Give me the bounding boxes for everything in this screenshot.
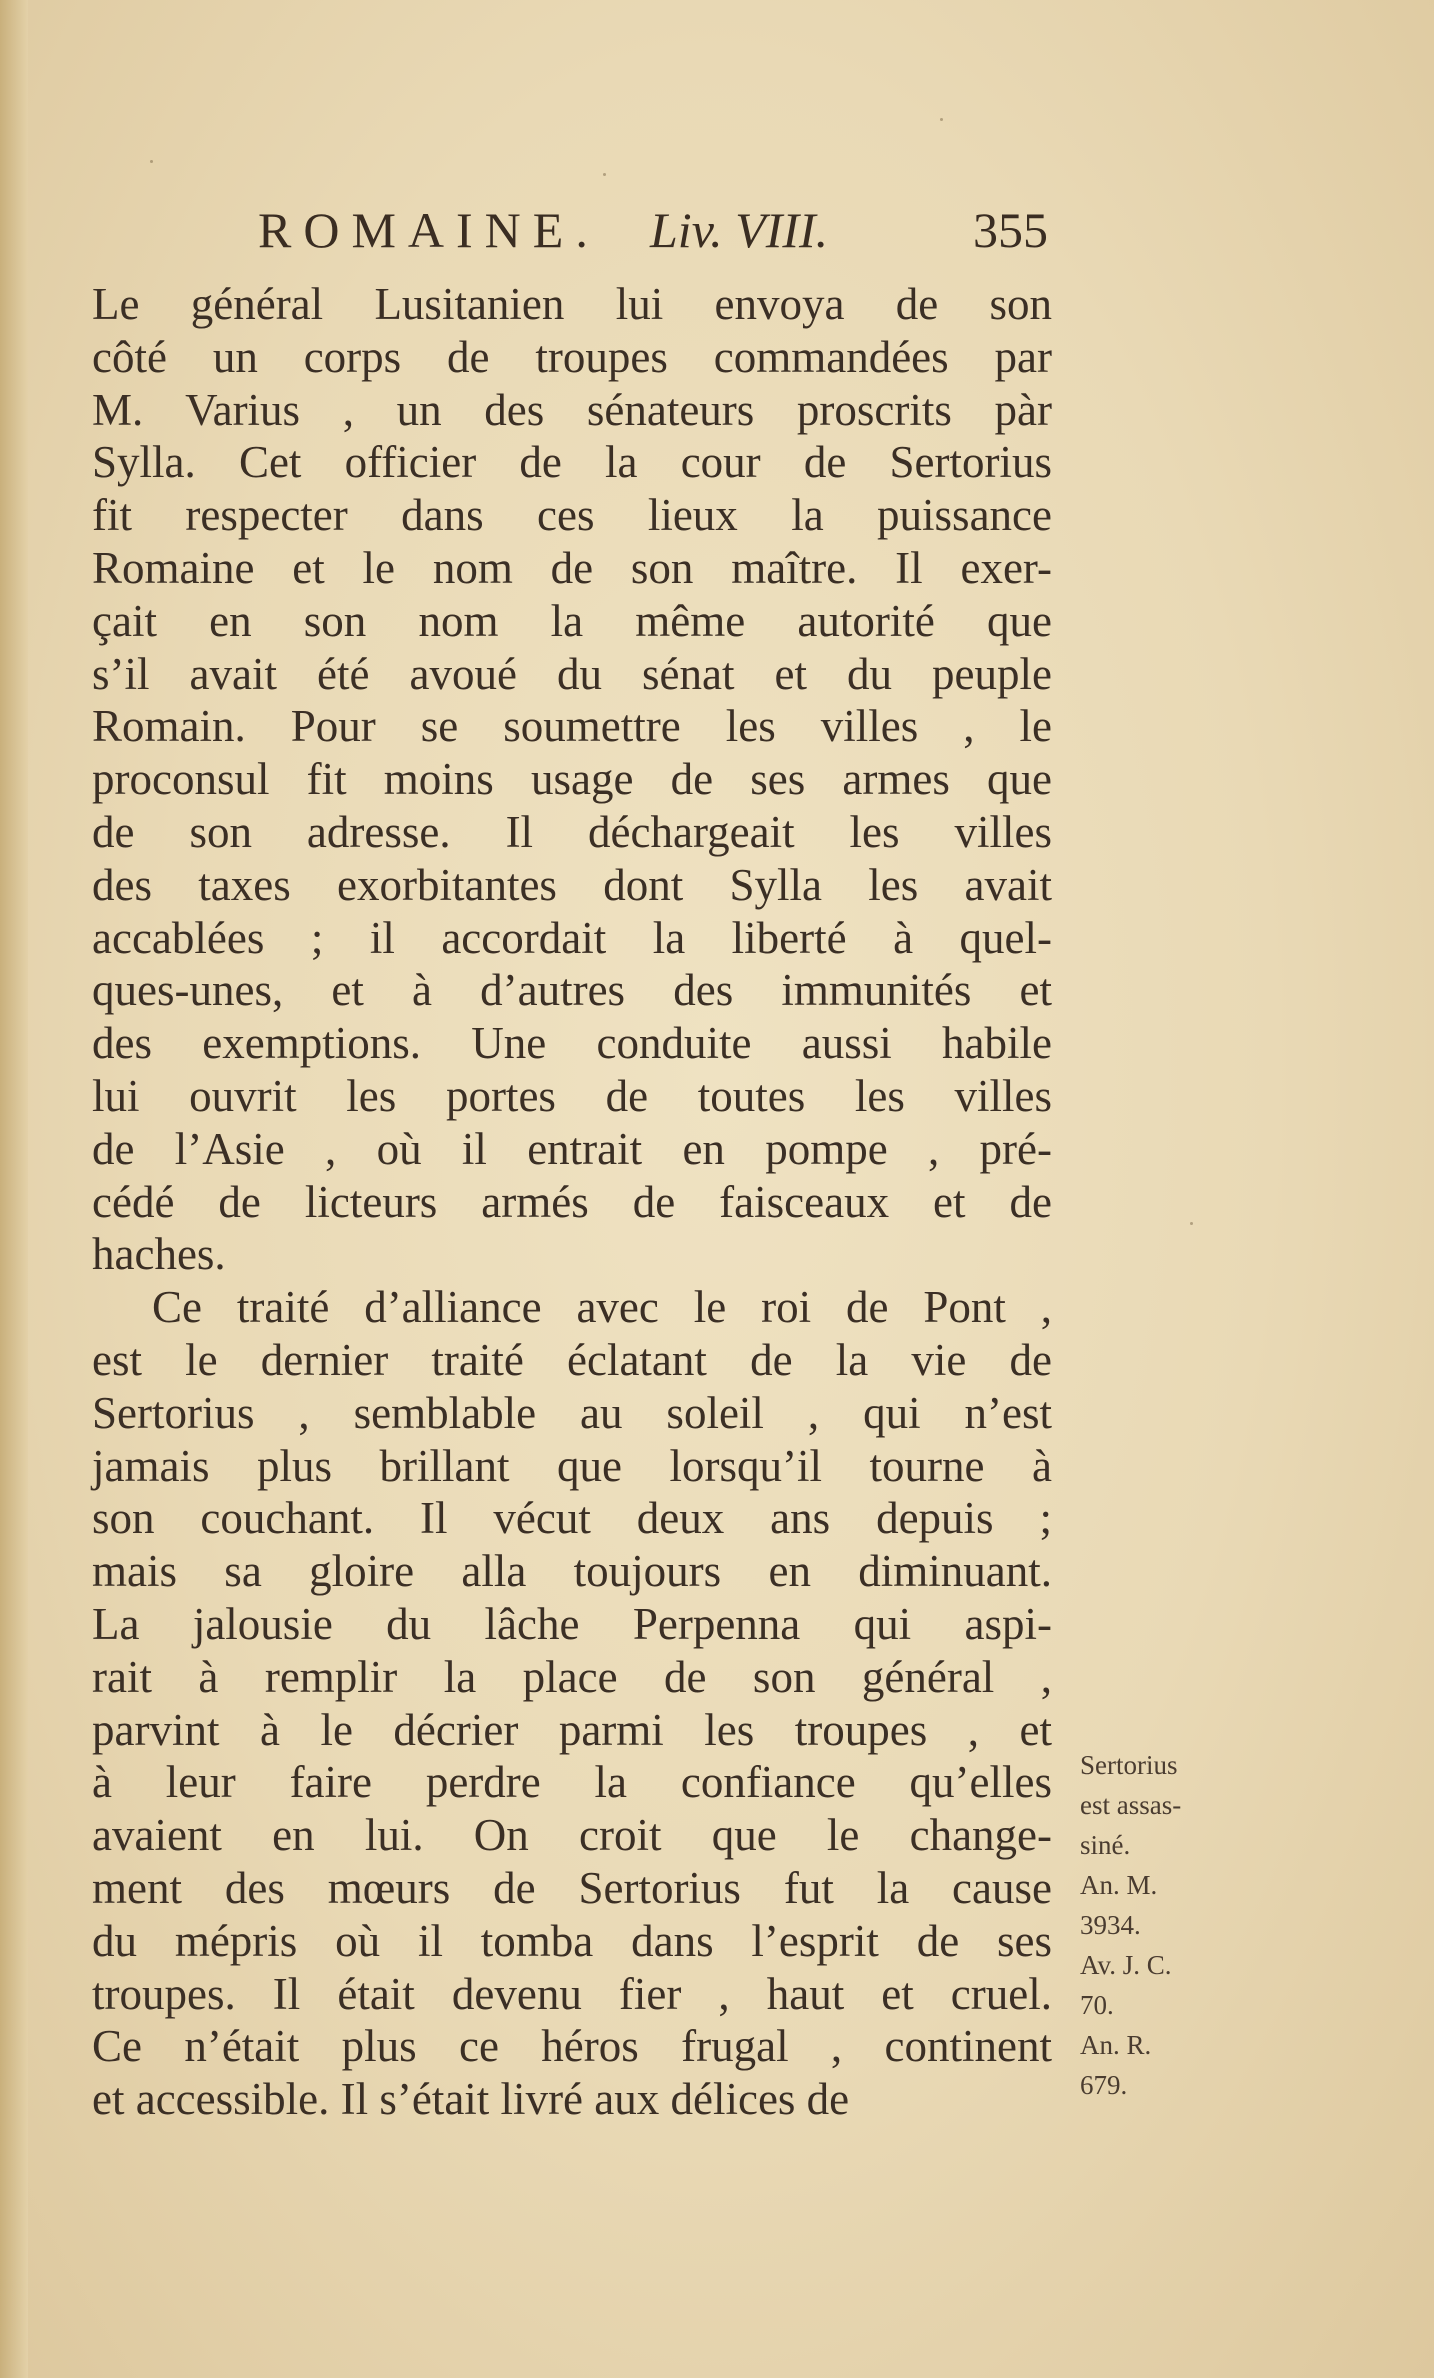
text-line: à leur faire perdre la confiance qu’elles <box>92 1757 1052 1808</box>
text-line: Ce n’était plus ce héros frugal , continent <box>92 2021 1052 2072</box>
text-line: Sylla. Cet officier de la cour de Sertorius <box>92 437 1052 488</box>
text-line: Romaine et le nom de son maître. Il exer- <box>92 542 1052 593</box>
text-line: des exemptions. Une conduite aussi habile <box>92 1018 1052 1069</box>
text-line: fit respecter dans ces lieux la puissance <box>92 490 1052 541</box>
paper-fleck <box>603 173 606 176</box>
text-line: ment des mœurs de Sertorius fut la cause <box>92 1862 1052 1913</box>
text-line: Romain. Pour se soumettre les villes , le <box>92 701 1052 752</box>
page-header <box>258 195 1048 265</box>
text-line: rait à remplir la place de son général , <box>92 1651 1052 1702</box>
text-line: troupes. Il était devenu fier , haut et cruel. <box>92 1968 1052 2019</box>
margin-note-line: 70. <box>1080 1990 1114 2020</box>
margin-note-line: Av. J. C. <box>1080 1950 1172 1980</box>
margin-note-line: Sertorius <box>1080 1750 1178 1780</box>
margin-note-line: siné. <box>1080 1830 1131 1860</box>
text-line: çait en son nom la même autorité que <box>92 595 1052 646</box>
text-line: accablées ; il accordait la liberté à quel- <box>92 912 1052 963</box>
paper-fleck <box>940 118 943 121</box>
text-line: jamais plus brillant que lorsqu’il tourne à <box>92 1440 1052 1491</box>
body-text <box>92 278 1052 2126</box>
text-line: proconsul fit moins usage de ses armes que <box>92 754 1052 805</box>
text-line: M. Varius , un des sénateurs proscrits pàr <box>92 384 1052 435</box>
text-line: avaient en lui. On croit que le change- <box>92 1810 1052 1861</box>
margin-note-line: est assas- <box>1080 1790 1182 1820</box>
text-line: ques-unes, et à d’autres des immunités et <box>92 965 1052 1016</box>
paper-fleck <box>150 160 153 163</box>
text-line: Sertorius , semblable au soleil , qui n’est <box>92 1387 1052 1438</box>
paper-fleck <box>1190 1222 1193 1225</box>
text-line: s’il avait été avoué du sénat et du peuple <box>92 648 1052 699</box>
page-left-edge <box>0 0 28 2378</box>
text-line: lui ouvrit les portes de toutes les villes <box>92 1070 1052 1121</box>
text-line: de son adresse. Il déchargeait les villes <box>92 806 1052 857</box>
running-title: ROMAINE. <box>258 202 600 258</box>
text-line: mais sa gloire alla toujours en diminuant. <box>92 1546 1052 1597</box>
text-line: du mépris où il tomba dans l’esprit de ses <box>92 1915 1052 1966</box>
margin-note <box>1080 1745 1250 2105</box>
text-line: et accessible. Il s’était livré aux délices de <box>92 2074 850 2125</box>
text-line: côté un corps de troupes commandées par <box>92 331 1052 382</box>
text-line: des taxes exorbitantes dont Sylla les avait <box>92 859 1052 910</box>
margin-note-line: An. R. <box>1080 2030 1152 2060</box>
page-number: 355 <box>973 202 1048 258</box>
text-line: Le général Lusitanien lui envoya de son <box>92 279 1052 329</box>
text-line: haches. <box>92 1229 226 1280</box>
margin-note-line: An. M. <box>1080 1870 1158 1900</box>
text-line: parvint à le décrier parmi les troupes , et <box>92 1704 1052 1755</box>
text-line: est le dernier traité éclatant de la vie de <box>92 1334 1052 1385</box>
margin-note-line: 3934. <box>1080 1910 1141 1940</box>
margin-note-line: 679. <box>1080 2070 1128 2100</box>
book-reference: Liv. VIII. <box>650 202 829 258</box>
text-line: son couchant. Il vécut deux ans depuis ; <box>92 1493 1052 1544</box>
text-line: Ce traité d’alliance avec le roi de Pont , <box>152 1282 1052 1333</box>
text-line: cédé de licteurs armés de faisceaux et de <box>92 1176 1052 1227</box>
text-line: de l’Asie , où il entrait en pompe , pré- <box>92 1123 1052 1174</box>
text-line: La jalousie du lâche Perpenna qui aspi- <box>92 1598 1052 1649</box>
